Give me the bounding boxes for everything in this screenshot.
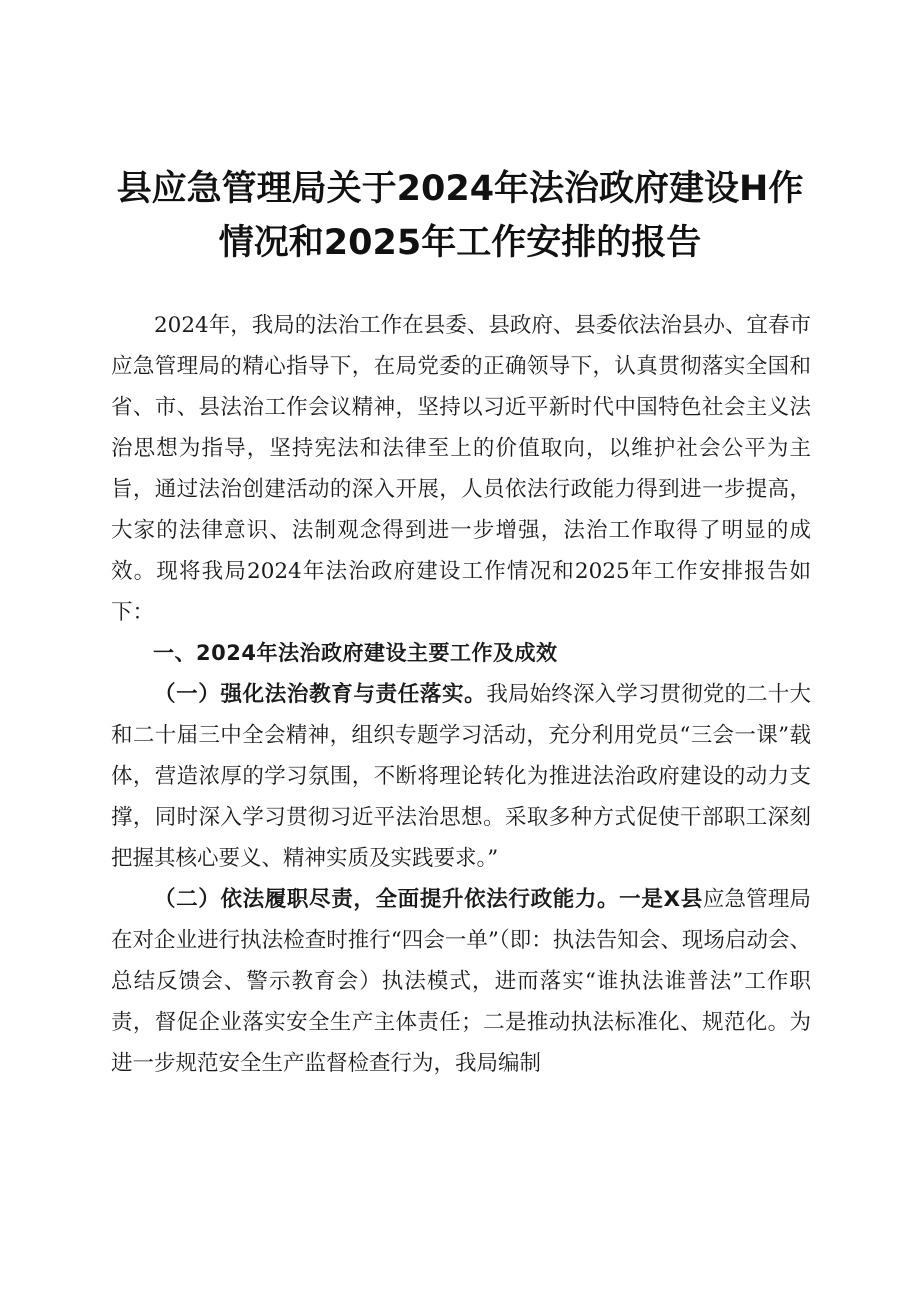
item-1-body: 我局始终深入学习贯彻党的二十大和二十届三中全会精神，组织专题学习活动，充分利用党员“三会一课”载体，营造浓厚的学习氛围，不断将理论转化为推进法治政府建设的动力支撑，同时深入学习贯彻习近平法治思想。采取多种方式促使干部职工深刻把握其核心要义、精神实质及实践要求。” bbox=[111, 682, 811, 871]
document-title-line-1: 县应急管理局关于2024年法治政府建设H作 bbox=[116, 169, 804, 209]
section-heading-1: 一、2024年法治政府建设主要工作及成效 bbox=[153, 641, 558, 665]
item-2-body: 应急管理局在对企业进行执法检查时推行“四会一单”（即：执法告知会、现场启动会、总结反馈会、警示教育会）执法模式，进而落实“谁执法谁普法”工作职责，督促企业落实安全生产主体责任；二是推动执法标准化、规范化。为进一步规范安全生产监督检查行为，我局编制 bbox=[111, 887, 811, 1076]
document-body bbox=[111, 305, 811, 1084]
item-1-paragraph bbox=[111, 674, 811, 879]
document-title-line-2: 情况和2025年工作安排的报告 bbox=[218, 223, 702, 263]
item-2-lead: （二）依法履职尽责，全面提升依法行政能力。一是X县 bbox=[154, 887, 703, 912]
item-1-lead: （一）强化法治教育与责任落实。 bbox=[154, 682, 487, 707]
intro-paragraph: 2024年，我局的法治工作在县委、县政府、县委依法治县办、宜春市应急管理局的精心指导下，在局党委的正确领导下，认真贯彻落实全国和省、市、县法治工作会议精神，坚持以习近平新时代中国特色社会主义法治思想为指导，坚持宪法和法律至上的价值取向，以维护社会公平为主旨，通过法治创建活动的深入开展，人员依法行政能力得到进一步提高，大家的法律意识、法制观念得到进一步增强，法治工作取得了明显的成效。现将我局2024年法治政府建设工作情况和2025年工作安排报告如下： bbox=[111, 313, 811, 625]
item-2-paragraph bbox=[111, 879, 811, 1084]
